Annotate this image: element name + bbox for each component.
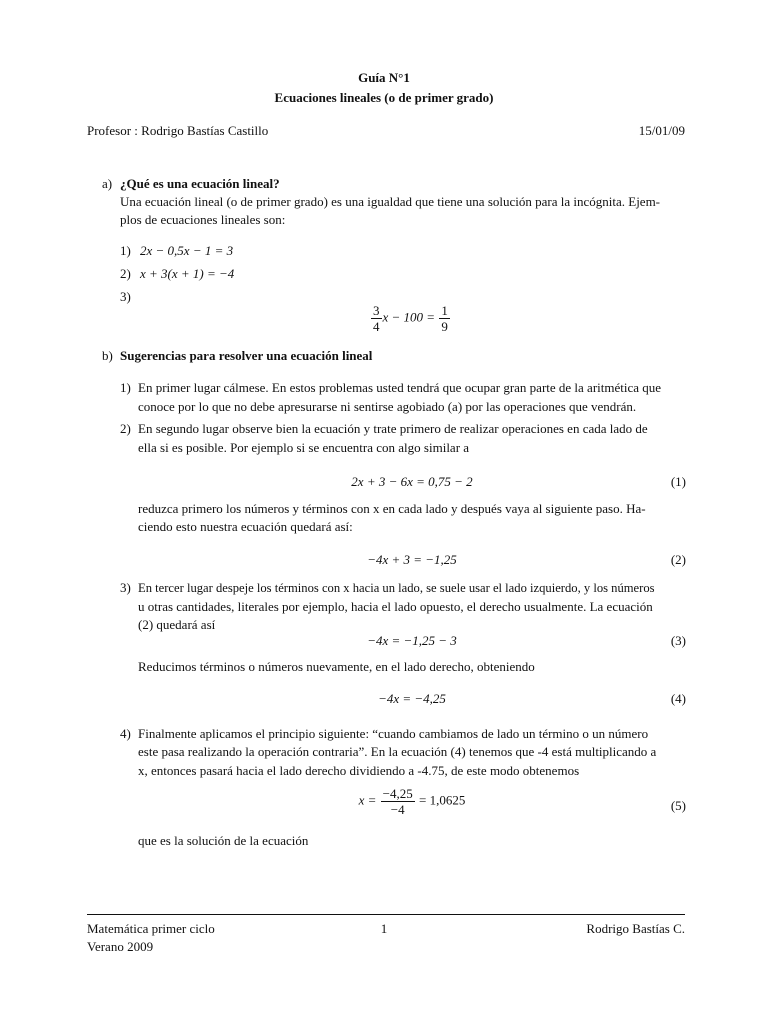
equation-2-body: −4x + 3 = −1,25 (367, 552, 457, 567)
item-1-line1: En primer lugar cálmese. En estos problemas usted tendrá que ocupar gran parte de la aritmética que (138, 380, 662, 395)
equation-5-body (138, 786, 686, 817)
example-1-equation: 2x − 0,5x − 1 = 3 (140, 243, 234, 258)
fraction-three-quarters (371, 303, 382, 334)
item-4-line2: este pasa realizando la operación contraria”. En la ecuación (4) tenemos que -4 está multiplicando a (138, 744, 657, 759)
equation-2-number: (2) (670, 552, 686, 567)
item-2-after-line1: reduzca primero los números y términos con x en cada lado y después vaya al siguiente paso. Ha- (138, 501, 646, 516)
footer-rule (87, 914, 685, 915)
equation-4-number: (4) (670, 691, 686, 706)
equation-4-body: −4x = −4,25 (378, 691, 446, 706)
item-1-number: 1) (120, 380, 131, 395)
item-3-line2: u otras cantidades, literales por ejemplo, hacia el lado opuesto, el derecho usualmente. La ecuación (138, 599, 653, 614)
example-2-equation: x + 3(x + 1) = −4 (140, 266, 235, 281)
fraction-numerator: −4,25 (382, 786, 413, 801)
page-title: Guía N°1 (358, 70, 410, 85)
equation-5-lhs: x = (358, 792, 377, 808)
equation-5 (138, 786, 686, 826)
fraction-denominator: 4 (373, 319, 380, 334)
section-a-intro-line1: Una ecuación lineal (o de primer grado) es una igualdad que tiene una solución para la incógnita. Ejem- (120, 194, 661, 209)
equation-3-body: −4x = −1,25 − 3 (367, 633, 457, 648)
equation-1-number: (1) (670, 474, 686, 489)
section-a-heading: ¿Qué es una ecuación lineal? (120, 176, 280, 191)
equation-1-body: 2x + 3 − 6x = 0,75 − 2 (351, 474, 473, 489)
item-3-line1: En tercer lugar despeje los términos con x hacia un lado, se suele usar el lado izquierdo, y los números (138, 581, 655, 595)
equation-5-fraction (381, 786, 415, 817)
page-subtitle: Ecuaciones lineales (o de primer grado) (274, 90, 494, 105)
equation-middle: x − 100 = (382, 309, 436, 325)
section-b-heading: Sugerencias para resolver una ecuación lineal (120, 348, 373, 363)
item-2-line1: En segundo lugar observe bien la ecuación y trate primero de realizar operaciones en cada lado de (138, 421, 648, 436)
equation-3-number: (3) (670, 633, 686, 648)
item-2-after-line2: ciendo esto nuestra ecuación quedará así: (138, 519, 353, 534)
item-3-number: 3) (120, 580, 131, 595)
item-4-closing: que es la solución de la ecuación (138, 833, 309, 848)
page-number: 1 (380, 921, 388, 936)
author-line: Profesor : Rodrigo Bastías Castillo (87, 123, 269, 138)
equation-5-number: (5) (670, 798, 686, 813)
item-4-number: 4) (120, 726, 131, 741)
item-4-line1: Finalmente aplicamos el principio siguiente: “cuando cambiamos de lado un término o un número (138, 726, 649, 741)
footer-course: Matemática primer ciclo (87, 921, 215, 936)
footer-author: Rodrigo Bastías C. (586, 921, 685, 936)
item-3-line3: (2) quedará así (138, 617, 216, 632)
example-2-number: 2) (120, 266, 131, 281)
example-3-number: 3) (120, 289, 131, 304)
equation-5-rhs: = 1,0625 (419, 792, 466, 808)
item-1-line2: conoce por lo que no debe apresurarse ni sentirse agobiado (a) por las operaciones que vendrán. (138, 399, 637, 414)
date: 15/01/09 (638, 123, 685, 138)
item-2-number: 2) (120, 421, 131, 436)
item-3-middle-text: Reducimos términos o números nuevamente, en el lado derecho, obteniendo (138, 659, 535, 674)
example-1-number: 1) (120, 243, 131, 258)
fraction-numerator: 1 (441, 303, 448, 318)
example-3-equation (370, 303, 451, 334)
fraction-one-ninth (439, 303, 450, 334)
section-b-marker: b) (102, 348, 113, 363)
section-a-marker: a) (102, 176, 113, 191)
item-2-line2: ella si es posible. Por ejemplo si se encuentra con algo similar a (138, 440, 470, 455)
fraction-denominator: 9 (441, 319, 448, 334)
fraction-numerator: 3 (373, 303, 380, 318)
footer-term: Verano 2009 (87, 939, 154, 954)
item-4-line3: x, entonces pasará hacia el lado derecho dividiendo a -4.75, de este modo obtenemos (138, 763, 580, 778)
fraction-denominator: −4 (390, 802, 405, 817)
section-a-intro-line2: plos de ecuaciones lineales son: (120, 212, 286, 227)
